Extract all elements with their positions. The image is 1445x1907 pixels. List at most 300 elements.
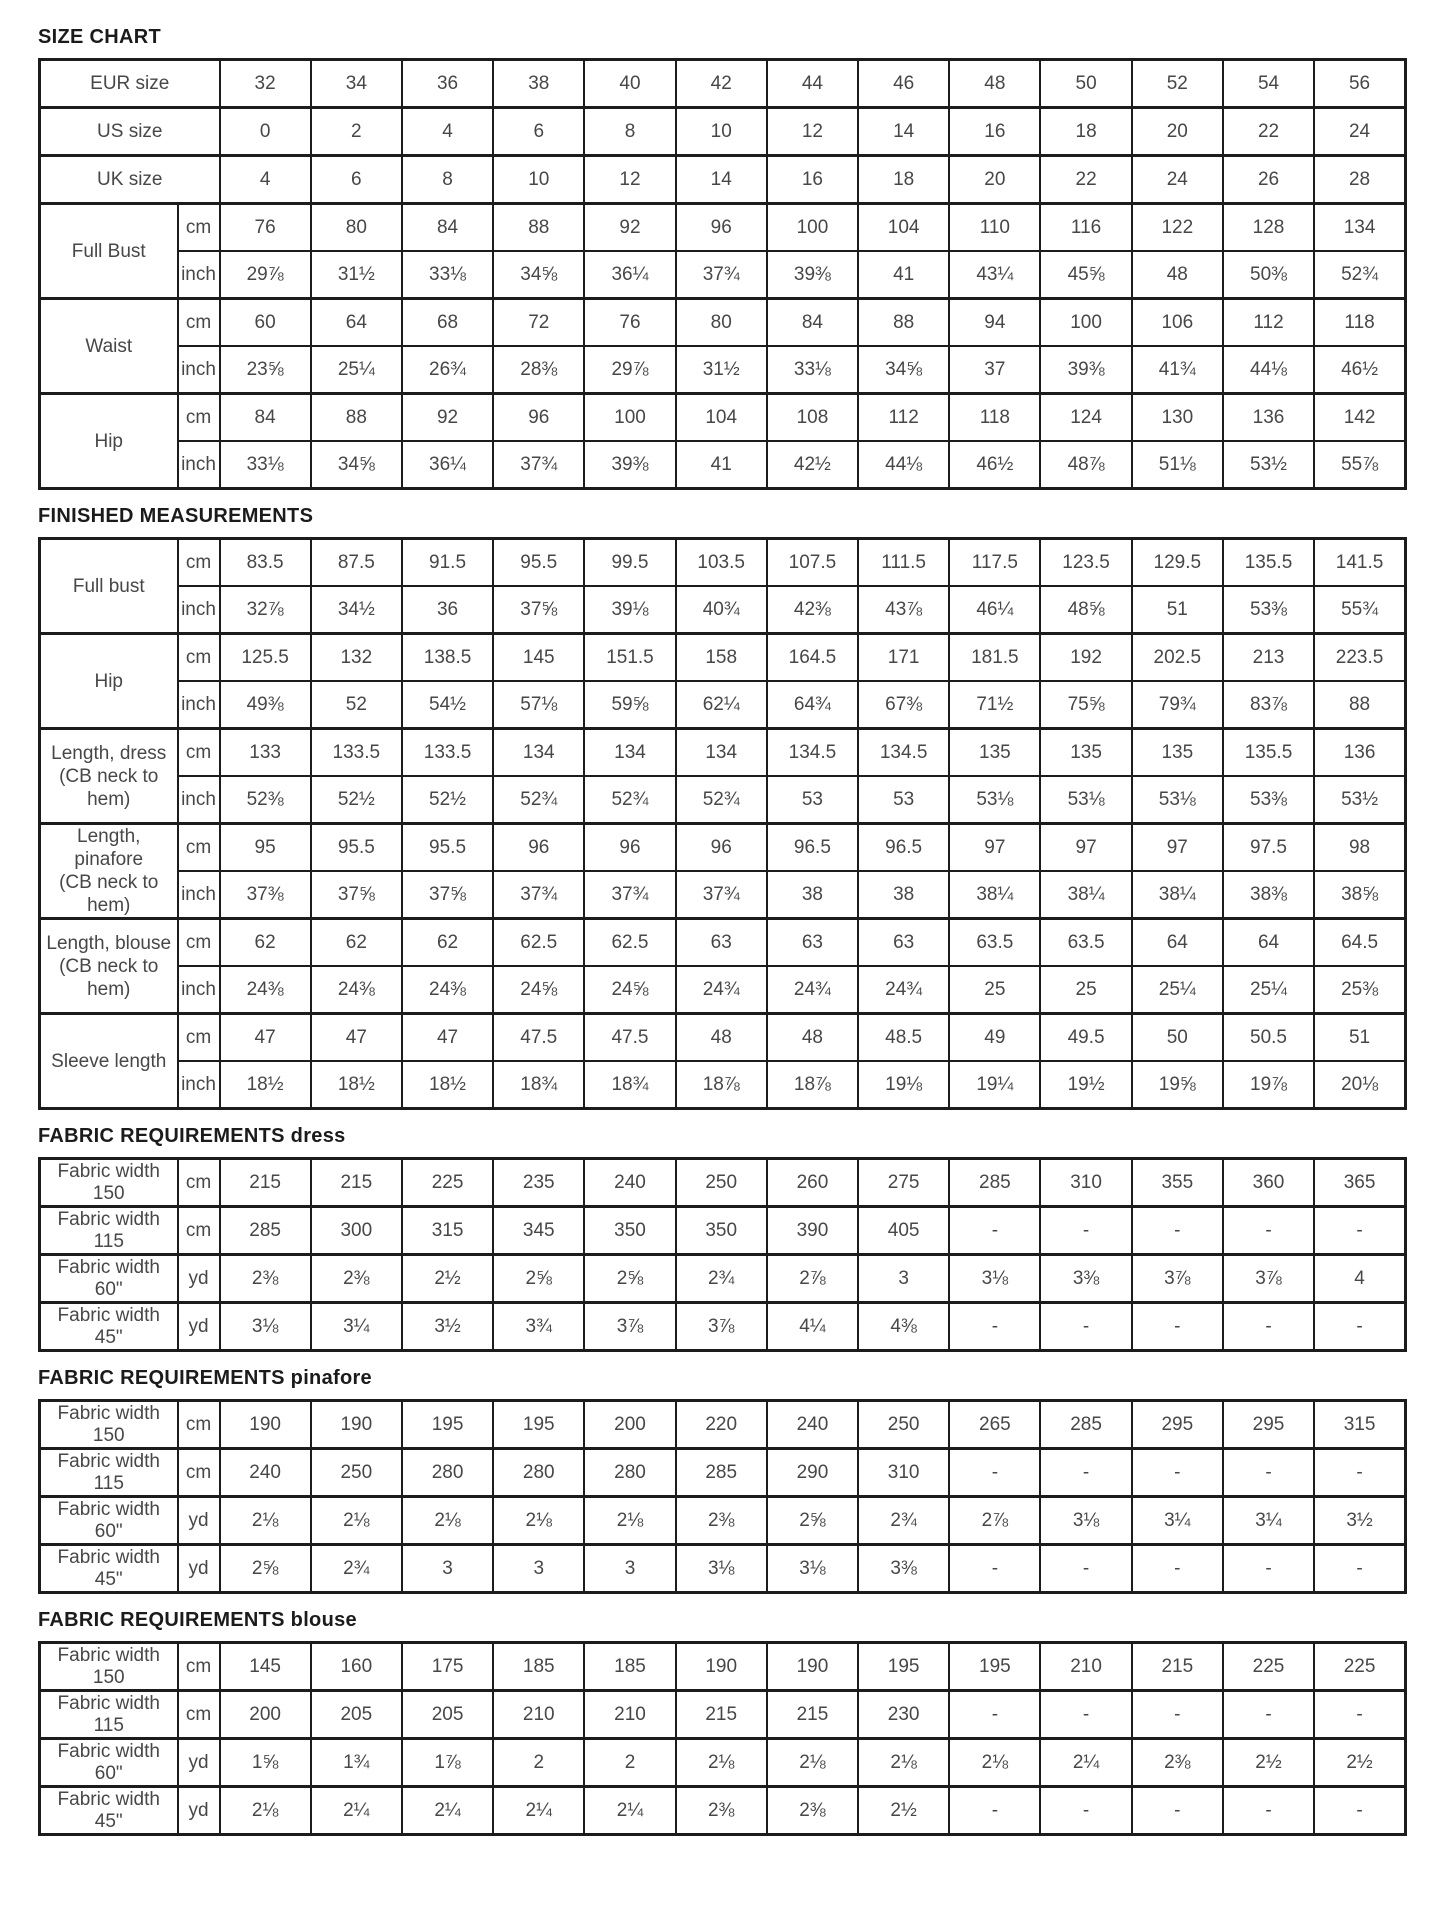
value-cell: 71½ xyxy=(949,681,1040,729)
value-cell: 310 xyxy=(858,1449,949,1497)
value-cell: 116 xyxy=(1040,204,1131,252)
value-cell: 160 xyxy=(311,1643,402,1691)
value-cell: 2¾ xyxy=(858,1497,949,1545)
value-cell: 4⅜ xyxy=(858,1303,949,1351)
table-row-waist-inch xyxy=(40,346,1406,394)
value-cell: 18½ xyxy=(311,1061,402,1109)
value-cell: 24⅝ xyxy=(584,966,675,1014)
value-cell: 295 xyxy=(1132,1401,1223,1449)
value-cell: 135 xyxy=(949,729,1040,777)
value-cell: 38¼ xyxy=(1132,871,1223,919)
value-cell: 2¾ xyxy=(311,1545,402,1593)
value-cell: 2 xyxy=(311,108,402,156)
value-cell: 103.5 xyxy=(676,539,767,587)
section-fabric-requirements-pinafore xyxy=(38,1367,1407,1594)
value-cell: 63 xyxy=(858,919,949,967)
value-cell: 8 xyxy=(402,156,493,204)
row-label: Fabric width 115 xyxy=(40,1207,178,1255)
value-cell: 95 xyxy=(220,824,311,872)
value-cell: 220 xyxy=(676,1401,767,1449)
value-cell: 62 xyxy=(220,919,311,967)
value-cell: 62 xyxy=(311,919,402,967)
value-cell: - xyxy=(949,1207,1040,1255)
value-cell: 48 xyxy=(949,60,1040,108)
table-row-fabric-width-45 xyxy=(40,1303,1406,1351)
value-cell: 50 xyxy=(1040,60,1131,108)
value-cell: 94 xyxy=(949,299,1040,347)
value-cell: 97 xyxy=(949,824,1040,872)
unit-label: yd xyxy=(178,1255,220,1303)
value-cell: 62¼ xyxy=(676,681,767,729)
row-label xyxy=(40,1014,178,1109)
value-cell: 53 xyxy=(767,776,858,824)
table-row-hip-inch xyxy=(40,681,1406,729)
value-cell: 192 xyxy=(1040,634,1131,682)
unit-label: inch xyxy=(178,1061,220,1109)
value-cell: 88 xyxy=(493,204,584,252)
value-cell: - xyxy=(1040,1545,1131,1593)
value-cell: 63 xyxy=(767,919,858,967)
value-cell: 55⅞ xyxy=(1314,441,1405,489)
value-cell: 47 xyxy=(402,1014,493,1062)
value-cell: 3½ xyxy=(402,1303,493,1351)
value-cell: 215 xyxy=(1132,1643,1223,1691)
value-cell: 48 xyxy=(1132,251,1223,299)
value-cell: 47 xyxy=(311,1014,402,1062)
value-cell: 2 xyxy=(493,1739,584,1787)
value-cell: 2⅝ xyxy=(493,1255,584,1303)
value-cell: 19½ xyxy=(1040,1061,1131,1109)
value-cell: 230 xyxy=(858,1691,949,1739)
row-label xyxy=(40,729,178,824)
value-cell: 3½ xyxy=(1314,1497,1405,1545)
value-cell: 67⅜ xyxy=(858,681,949,729)
value-cell: 41 xyxy=(676,441,767,489)
value-cell: 104 xyxy=(858,204,949,252)
value-cell: 39⅛ xyxy=(584,586,675,634)
value-cell: 91.5 xyxy=(402,539,493,587)
value-cell: 37¾ xyxy=(493,441,584,489)
value-cell: 29⅞ xyxy=(584,346,675,394)
unit-label: cm xyxy=(178,1159,220,1207)
value-cell: 134.5 xyxy=(858,729,949,777)
value-cell: 223.5 xyxy=(1314,634,1405,682)
row-label-line1: Full bust xyxy=(72,575,145,597)
value-cell: 37⅝ xyxy=(493,586,584,634)
value-cell: 2½ xyxy=(1314,1739,1405,1787)
value-cell: 38 xyxy=(767,871,858,919)
row-label: Fabric width 150 xyxy=(40,1401,178,1449)
value-cell: - xyxy=(1314,1787,1405,1835)
unit-label: cm xyxy=(178,204,220,252)
value-cell: 145 xyxy=(220,1643,311,1691)
row-label-line1: Hip xyxy=(94,430,123,452)
value-cell: 225 xyxy=(402,1159,493,1207)
value-cell: 10 xyxy=(493,156,584,204)
value-cell: 310 xyxy=(1040,1159,1131,1207)
value-cell: 195 xyxy=(402,1401,493,1449)
value-cell: 52¾ xyxy=(1314,251,1405,299)
value-cell: 2¼ xyxy=(584,1787,675,1835)
value-cell: 190 xyxy=(311,1401,402,1449)
value-cell: 6 xyxy=(311,156,402,204)
value-cell: 2⅜ xyxy=(220,1255,311,1303)
value-cell: - xyxy=(949,1691,1040,1739)
value-cell: 80 xyxy=(676,299,767,347)
section-fabric-requirements-blouse xyxy=(38,1609,1407,1836)
value-cell: 49 xyxy=(949,1014,1040,1062)
table-row-sleeve-length-inch xyxy=(40,1061,1406,1109)
value-cell: 84 xyxy=(220,394,311,442)
value-cell: 68 xyxy=(402,299,493,347)
value-cell: 24¾ xyxy=(676,966,767,1014)
row-label xyxy=(40,634,178,729)
value-cell: 83.5 xyxy=(220,539,311,587)
value-cell: 88 xyxy=(1314,681,1405,729)
value-cell: 2⅛ xyxy=(220,1787,311,1835)
value-cell: 37¾ xyxy=(676,251,767,299)
fabric-requirements-pinafore-title: FABRIC REQUIREMENTS pinafore xyxy=(38,1367,372,1389)
value-cell: 99.5 xyxy=(584,539,675,587)
unit-label: inch xyxy=(178,441,220,489)
value-cell: 40 xyxy=(584,60,675,108)
row-label: Fabric width 45" xyxy=(40,1787,178,1835)
value-cell: 62.5 xyxy=(584,919,675,967)
value-cell: 3⅜ xyxy=(1040,1255,1131,1303)
value-cell: 63 xyxy=(676,919,767,967)
value-cell: - xyxy=(1314,1207,1405,1255)
value-cell: 64 xyxy=(1223,919,1314,967)
value-cell: 96 xyxy=(493,824,584,872)
unit-label: yd xyxy=(178,1303,220,1351)
value-cell: 280 xyxy=(584,1449,675,1497)
value-cell: 2⅛ xyxy=(858,1739,949,1787)
value-cell: 51 xyxy=(1132,586,1223,634)
fabric-requirements-blouse-title: FABRIC REQUIREMENTS blouse xyxy=(38,1609,357,1631)
value-cell: 25¼ xyxy=(1223,966,1314,1014)
value-cell: 83⅞ xyxy=(1223,681,1314,729)
value-cell: 136 xyxy=(1314,729,1405,777)
value-cell: 175 xyxy=(402,1643,493,1691)
value-cell: - xyxy=(1132,1545,1223,1593)
unit-label: cm xyxy=(178,919,220,967)
value-cell: 42 xyxy=(676,60,767,108)
value-cell: 25 xyxy=(949,966,1040,1014)
value-cell: 12 xyxy=(767,108,858,156)
value-cell: 23⅝ xyxy=(220,346,311,394)
value-cell: 48⅞ xyxy=(1040,441,1131,489)
value-cell: 190 xyxy=(767,1643,858,1691)
unit-label: cm xyxy=(178,1643,220,1691)
unit-label: yd xyxy=(178,1739,220,1787)
unit-label: inch xyxy=(178,871,220,919)
value-cell: 33⅛ xyxy=(402,251,493,299)
value-cell: - xyxy=(1040,1691,1131,1739)
value-cell: 138.5 xyxy=(402,634,493,682)
value-cell: 53⅜ xyxy=(1223,586,1314,634)
value-cell: 22 xyxy=(1040,156,1131,204)
table-row-fabric-width-150 xyxy=(40,1401,1406,1449)
value-cell: 134 xyxy=(1314,204,1405,252)
value-cell: 26 xyxy=(1223,156,1314,204)
value-cell: 2¼ xyxy=(311,1787,402,1835)
value-cell: 2⅝ xyxy=(584,1255,675,1303)
value-cell: 2⅛ xyxy=(402,1497,493,1545)
value-cell: 80 xyxy=(311,204,402,252)
value-cell: 240 xyxy=(584,1159,675,1207)
value-cell: 50 xyxy=(1132,1014,1223,1062)
row-label: Fabric width 150 xyxy=(40,1643,178,1691)
value-cell: 122 xyxy=(1132,204,1223,252)
value-cell: 280 xyxy=(493,1449,584,1497)
value-cell: 31½ xyxy=(676,346,767,394)
value-cell: 95.5 xyxy=(311,824,402,872)
value-cell: 215 xyxy=(767,1691,858,1739)
row-label: Fabric width 150 xyxy=(40,1159,178,1207)
value-cell: - xyxy=(1132,1691,1223,1739)
value-cell: 47.5 xyxy=(493,1014,584,1062)
value-cell: 285 xyxy=(676,1449,767,1497)
value-cell: 280 xyxy=(402,1449,493,1497)
value-cell: 53½ xyxy=(1223,441,1314,489)
unit-label: cm xyxy=(178,539,220,587)
value-cell: - xyxy=(1040,1787,1131,1835)
table-row-sleeve-length-cm xyxy=(40,1014,1406,1062)
value-cell: 185 xyxy=(493,1643,584,1691)
value-cell: 2⅜ xyxy=(1132,1739,1223,1787)
value-cell: 24¾ xyxy=(858,966,949,1014)
value-cell: 48.5 xyxy=(858,1014,949,1062)
section-fabric-requirements-dress xyxy=(38,1125,1407,1352)
value-cell: 4 xyxy=(1314,1255,1405,1303)
value-cell: 56 xyxy=(1314,60,1405,108)
value-cell: 95.5 xyxy=(402,824,493,872)
value-cell: 235 xyxy=(493,1159,584,1207)
value-cell: 171 xyxy=(858,634,949,682)
value-cell: 63.5 xyxy=(949,919,1040,967)
value-cell: 22 xyxy=(1223,108,1314,156)
value-cell: 53 xyxy=(858,776,949,824)
value-cell: 24 xyxy=(1314,108,1405,156)
value-cell: 2⅛ xyxy=(767,1739,858,1787)
table-row-eur-size xyxy=(40,60,1406,108)
value-cell: 53½ xyxy=(1314,776,1405,824)
value-cell: 141.5 xyxy=(1314,539,1405,587)
value-cell: 365 xyxy=(1314,1159,1405,1207)
value-cell: 97.5 xyxy=(1223,824,1314,872)
table-row-length-blouse-cm xyxy=(40,919,1406,967)
value-cell: 3¼ xyxy=(311,1303,402,1351)
value-cell: 125.5 xyxy=(220,634,311,682)
value-cell: 46¼ xyxy=(949,586,1040,634)
value-cell: 0 xyxy=(220,108,311,156)
value-cell: 59⅝ xyxy=(584,681,675,729)
row-label: UK size xyxy=(40,156,220,204)
row-label-line1: Full Bust xyxy=(71,240,146,262)
value-cell: 10 xyxy=(676,108,767,156)
value-cell: 195 xyxy=(949,1643,1040,1691)
value-cell: - xyxy=(1132,1303,1223,1351)
value-cell: 12 xyxy=(584,156,675,204)
value-cell: 290 xyxy=(767,1449,858,1497)
row-label-line2: (CB neck to hem) xyxy=(59,765,159,810)
value-cell: 285 xyxy=(1040,1401,1131,1449)
value-cell: 49⅜ xyxy=(220,681,311,729)
value-cell: 112 xyxy=(1223,299,1314,347)
value-cell: 2⅛ xyxy=(676,1739,767,1787)
unit-label: inch xyxy=(178,586,220,634)
value-cell: 96 xyxy=(676,824,767,872)
value-cell: 34⅝ xyxy=(493,251,584,299)
unit-label: cm xyxy=(178,824,220,872)
table-row-length-blouse-inch xyxy=(40,966,1406,1014)
value-cell: - xyxy=(1223,1691,1314,1739)
table-row-length-dress-inch xyxy=(40,776,1406,824)
table-row-fabric-width-45 xyxy=(40,1787,1406,1835)
unit-label: yd xyxy=(178,1787,220,1835)
value-cell: 3⅛ xyxy=(949,1255,1040,1303)
value-cell: 6 xyxy=(493,108,584,156)
section-size-chart xyxy=(38,26,1407,490)
row-label: Fabric width 60" xyxy=(40,1739,178,1787)
value-cell: 315 xyxy=(1314,1401,1405,1449)
value-cell: 39⅜ xyxy=(584,441,675,489)
value-cell: 158 xyxy=(676,634,767,682)
table-row-fabric-width-115 xyxy=(40,1207,1406,1255)
table-row-length-pinafore-cm xyxy=(40,824,1406,872)
value-cell: 64¾ xyxy=(767,681,858,729)
value-cell: 135 xyxy=(1132,729,1223,777)
value-cell: 96 xyxy=(676,204,767,252)
value-cell: 60 xyxy=(220,299,311,347)
value-cell: 250 xyxy=(311,1449,402,1497)
value-cell: 295 xyxy=(1223,1401,1314,1449)
value-cell: 19⅝ xyxy=(1132,1061,1223,1109)
value-cell: 134 xyxy=(584,729,675,777)
value-cell: 4¼ xyxy=(767,1303,858,1351)
value-cell: 52¾ xyxy=(584,776,675,824)
unit-label: cm xyxy=(178,1691,220,1739)
value-cell: 3 xyxy=(493,1545,584,1593)
value-cell: 2⅛ xyxy=(949,1739,1040,1787)
value-cell: 3⅛ xyxy=(676,1545,767,1593)
value-cell: 2⅝ xyxy=(767,1497,858,1545)
fabric-requirements-dress-table xyxy=(38,1157,1407,1352)
value-cell: 225 xyxy=(1314,1643,1405,1691)
value-cell: 29⅞ xyxy=(220,251,311,299)
value-cell: 345 xyxy=(493,1207,584,1255)
value-cell: 37¾ xyxy=(493,871,584,919)
value-cell: 16 xyxy=(767,156,858,204)
value-cell: 215 xyxy=(311,1159,402,1207)
value-cell: 96 xyxy=(493,394,584,442)
value-cell: - xyxy=(1132,1449,1223,1497)
value-cell: 134 xyxy=(676,729,767,777)
value-cell: 38⅜ xyxy=(1223,871,1314,919)
value-cell: 97 xyxy=(1132,824,1223,872)
value-cell: 210 xyxy=(584,1691,675,1739)
value-cell: 44 xyxy=(767,60,858,108)
table-row-fabric-width-115 xyxy=(40,1691,1406,1739)
value-cell: 28⅜ xyxy=(493,346,584,394)
row-label: Fabric width 45" xyxy=(40,1303,178,1351)
table-row-fabric-width-115 xyxy=(40,1449,1406,1497)
value-cell: 3⅞ xyxy=(676,1303,767,1351)
value-cell: - xyxy=(1314,1303,1405,1351)
value-cell: 37 xyxy=(949,346,1040,394)
value-cell: 43¼ xyxy=(949,251,1040,299)
value-cell: 20 xyxy=(1132,108,1223,156)
value-cell: 250 xyxy=(858,1401,949,1449)
value-cell: 62.5 xyxy=(493,919,584,967)
table-row-fabric-width-150 xyxy=(40,1643,1406,1691)
value-cell: 3¾ xyxy=(493,1303,584,1351)
value-cell: 53⅜ xyxy=(1223,776,1314,824)
value-cell: 19⅞ xyxy=(1223,1061,1314,1109)
value-cell: 33⅛ xyxy=(767,346,858,394)
unit-label: cm xyxy=(178,634,220,682)
value-cell: 44⅛ xyxy=(858,441,949,489)
table-row-hip-cm xyxy=(40,394,1406,442)
value-cell: 2⅞ xyxy=(767,1255,858,1303)
value-cell: 18 xyxy=(858,156,949,204)
value-cell: 28 xyxy=(1314,156,1405,204)
value-cell: 3¼ xyxy=(1132,1497,1223,1545)
row-label: Fabric width 115 xyxy=(40,1691,178,1739)
finished-measurements-table xyxy=(38,537,1407,1110)
value-cell: 25 xyxy=(1040,966,1131,1014)
value-cell: 2⅞ xyxy=(949,1497,1040,1545)
row-label xyxy=(40,919,178,1014)
value-cell: - xyxy=(949,1449,1040,1497)
value-cell: 215 xyxy=(220,1159,311,1207)
value-cell: 92 xyxy=(402,394,493,442)
value-cell: 142 xyxy=(1314,394,1405,442)
value-cell: 98 xyxy=(1314,824,1405,872)
value-cell: 202.5 xyxy=(1132,634,1223,682)
value-cell: 2⅜ xyxy=(767,1787,858,1835)
value-cell: 195 xyxy=(493,1401,584,1449)
value-cell: - xyxy=(1223,1207,1314,1255)
value-cell: 265 xyxy=(949,1401,1040,1449)
value-cell: 200 xyxy=(220,1691,311,1739)
value-cell: 25¼ xyxy=(311,346,402,394)
row-label xyxy=(40,299,178,394)
row-label-line1: Length, pinafore xyxy=(74,826,144,870)
value-cell: 136 xyxy=(1223,394,1314,442)
value-cell: 360 xyxy=(1223,1159,1314,1207)
value-cell: 3⅛ xyxy=(767,1545,858,1593)
value-cell: 145 xyxy=(493,634,584,682)
unit-label: inch xyxy=(178,776,220,824)
value-cell: 19⅛ xyxy=(858,1061,949,1109)
table-row-full-bust-cm xyxy=(40,539,1406,587)
value-cell: 18 xyxy=(1040,108,1131,156)
value-cell: 95.5 xyxy=(493,539,584,587)
value-cell: 54 xyxy=(1223,60,1314,108)
value-cell: 52½ xyxy=(402,776,493,824)
value-cell: 64 xyxy=(1132,919,1223,967)
value-cell: 53⅛ xyxy=(1132,776,1223,824)
value-cell: 132 xyxy=(311,634,402,682)
value-cell: 107.5 xyxy=(767,539,858,587)
value-cell: 38¼ xyxy=(949,871,1040,919)
value-cell: - xyxy=(1223,1787,1314,1835)
value-cell: 18¾ xyxy=(493,1061,584,1109)
value-cell: 42⅜ xyxy=(767,586,858,634)
value-cell: 97 xyxy=(1040,824,1131,872)
table-row-us-size xyxy=(40,108,1406,156)
